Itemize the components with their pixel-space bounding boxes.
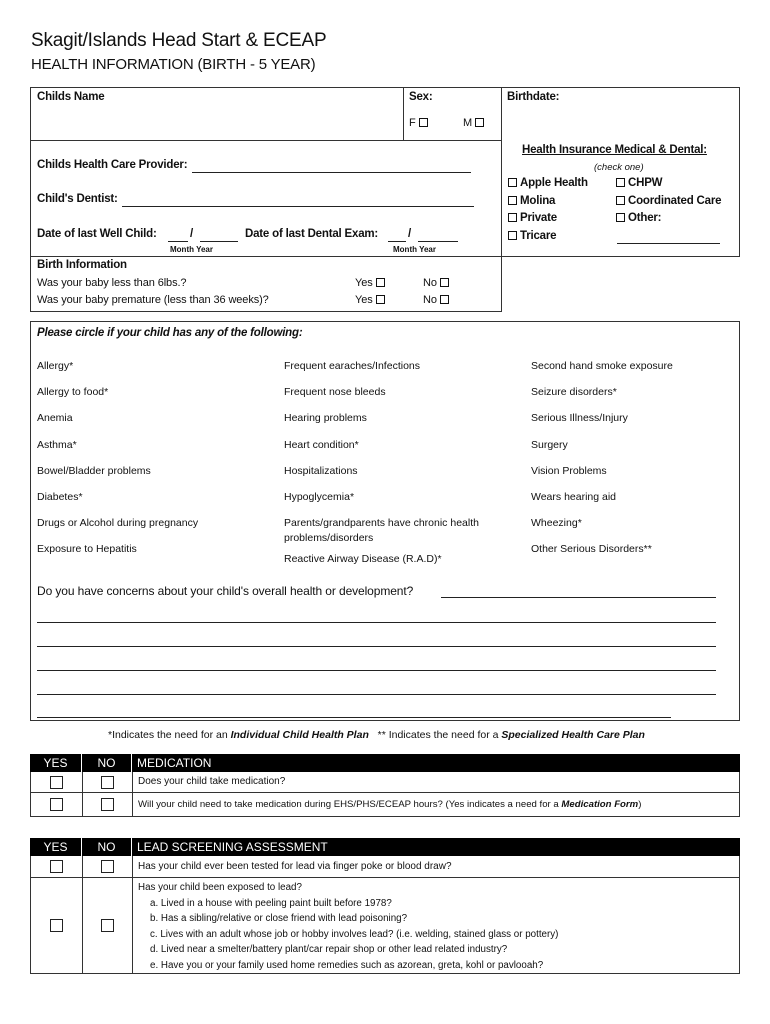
no-header: NO xyxy=(82,754,132,772)
conditions-col2 xyxy=(284,360,514,573)
dental-exam-label: Date of last Dental Exam: xyxy=(245,228,379,240)
conditions-title: Please circle if your child has any of the following: xyxy=(37,327,303,339)
condition-item[interactable]: Frequent earaches/Infections xyxy=(284,360,420,372)
condition-item[interactable]: Asthma* xyxy=(37,438,77,451)
lead-item: b. Has a sibling/relative or close friend with lead poisoning? xyxy=(150,913,408,924)
well-child-year[interactable] xyxy=(200,241,238,242)
birth-q1-yes[interactable]: Yes xyxy=(355,277,388,289)
condition-item[interactable]: Bowel/Bladder problems xyxy=(37,464,151,477)
concerns-line[interactable] xyxy=(37,622,716,623)
condition-item[interactable]: Vision Problems xyxy=(531,464,607,477)
checkbox-icon[interactable] xyxy=(508,196,517,205)
sex-f-option[interactable]: F xyxy=(409,117,431,129)
lead-q1-no-checkbox[interactable] xyxy=(101,860,114,873)
lead-q2-no-checkbox[interactable] xyxy=(101,919,114,932)
medication-header: MEDICATION xyxy=(137,756,212,770)
medication-q2-no-checkbox[interactable] xyxy=(101,798,114,811)
birth-info-title: Birth Information xyxy=(37,259,127,271)
condition-item[interactable]: Frequent nose bleeds xyxy=(284,386,386,399)
concerns-line[interactable] xyxy=(37,670,716,671)
birth-q1: Was your baby less than 6lbs.? xyxy=(37,277,187,289)
lead-q2: Has your child been exposed to lead? xyxy=(138,882,302,893)
condition-item[interactable]: Anemia xyxy=(37,412,73,425)
condition-item[interactable]: Wheezing* xyxy=(531,517,582,530)
dentist-label: Child's Dentist: xyxy=(37,193,118,205)
lead-q1: Has your child ever been tested for lead via finger poke or blood draw? xyxy=(138,861,452,872)
sex-label: Sex: xyxy=(409,91,433,103)
concerns-question: Do you have concerns about your child's overall health or development? xyxy=(37,584,414,598)
conditions-col3 xyxy=(531,360,731,570)
childs-name-field[interactable] xyxy=(37,108,397,136)
condition-item[interactable]: Exposure to Hepatitis xyxy=(37,543,137,556)
condition-item[interactable]: Allergy to food* xyxy=(37,386,109,399)
concerns-line[interactable] xyxy=(441,597,716,598)
birthdate-field[interactable] xyxy=(507,108,735,136)
lead-q2-yes-checkbox[interactable] xyxy=(50,919,63,932)
medication-q2: Will your child need to take medication during EHS/PHS/ECEAP hours? (Yes indicates a need for a Medication Form) xyxy=(138,799,642,810)
birth-q2: Was your baby premature (less than 36 weeks)? xyxy=(37,294,269,306)
medication-q1-yes-checkbox[interactable] xyxy=(50,776,63,789)
condition-item[interactable]: Wears hearing aid xyxy=(531,490,617,503)
condition-item[interactable]: Parents/grandparents have chronic health problems/disorders xyxy=(284,517,479,545)
conditions-col1 xyxy=(37,360,277,570)
condition-item[interactable]: Other Serious Disorders** xyxy=(531,543,652,556)
checkbox-icon[interactable] xyxy=(440,278,449,287)
insurance-option[interactable]: CHPW xyxy=(613,177,738,195)
lead-item: e. Have you or your family used home remedies such as azorean, greta, kohl or pavlooah? xyxy=(150,959,544,971)
well-child-hint: Month Year xyxy=(170,245,213,254)
condition-item[interactable]: Diabetes* xyxy=(37,490,83,503)
footnote: *Indicates the need for an Individual Child Health Plan ** Indicates the need for a Specialized Health Care Plan xyxy=(108,729,645,741)
insurance-option[interactable]: Private xyxy=(508,212,616,230)
insurance-other-field[interactable] xyxy=(617,243,720,244)
condition-item[interactable]: Surgery xyxy=(531,438,568,451)
insurance-option[interactable]: Tricare xyxy=(508,230,616,248)
lead-q2-block xyxy=(133,878,558,973)
lead-item: c. Lives with an adult whose job or hobby involves lead? (i.e. welding, stained glass or pottery) xyxy=(150,928,559,940)
birth-q2-no[interactable]: No xyxy=(423,294,452,306)
medication-q2-yes-checkbox[interactable] xyxy=(50,798,63,811)
medication-table xyxy=(30,754,740,817)
condition-item[interactable]: Drugs or Alcohol during pregnancy xyxy=(37,517,199,530)
checkbox-icon[interactable] xyxy=(508,178,517,187)
lead-header: LEAD SCREENING ASSESSMENT xyxy=(137,840,328,854)
sex-m-option[interactable]: M xyxy=(463,117,487,129)
checkbox-icon[interactable] xyxy=(376,278,385,287)
insurance-option[interactable]: Coordinated Care xyxy=(613,195,738,213)
checkbox-icon[interactable] xyxy=(376,295,385,304)
checkbox-icon[interactable] xyxy=(440,295,449,304)
form-title: Skagit/Islands Head Start & ECEAP xyxy=(31,30,327,51)
insurance-hint: (check one) xyxy=(594,162,644,173)
condition-item[interactable]: Second hand smoke exposure xyxy=(531,360,673,372)
lead-item: d. Lived near a smelter/battery plant/car repair shop or other lead related industry? xyxy=(150,944,508,955)
condition-item[interactable]: Reactive Airway Disease (R.A.D)* xyxy=(284,553,442,566)
concerns-line[interactable] xyxy=(37,646,716,647)
insurance-options-right xyxy=(613,177,738,230)
checkbox-icon[interactable] xyxy=(616,178,625,187)
insurance-option[interactable]: Molina xyxy=(508,195,616,213)
insurance-options-left xyxy=(508,177,616,247)
condition-item[interactable]: Serious Illness/Injury xyxy=(531,412,628,425)
condition-item[interactable]: Allergy* xyxy=(37,360,74,372)
yes-header: YES xyxy=(30,838,82,856)
checkbox-icon[interactable] xyxy=(616,213,625,222)
sex-m-checkbox[interactable] xyxy=(475,118,484,127)
dental-exam-year[interactable] xyxy=(418,241,458,242)
condition-item[interactable]: Seizure disorders* xyxy=(531,386,617,399)
concerns-line[interactable] xyxy=(37,717,671,718)
condition-item[interactable]: Hearing problems xyxy=(284,412,367,425)
sex-f-checkbox[interactable] xyxy=(419,118,428,127)
lead-screening-table xyxy=(30,838,740,974)
insurance-option[interactable]: Apple Health xyxy=(508,177,616,195)
checkbox-icon[interactable] xyxy=(508,231,517,240)
well-child-month[interactable] xyxy=(168,241,188,242)
birth-q1-no[interactable]: No xyxy=(423,277,452,289)
yes-header: YES xyxy=(30,754,82,772)
condition-item[interactable]: Heart condition* xyxy=(284,438,359,451)
condition-item[interactable]: Hospitalizations xyxy=(284,464,358,477)
concerns-line[interactable] xyxy=(37,694,716,695)
well-child-label: Date of last Well Child: xyxy=(37,228,157,240)
provider-label: Childs Health Care Provider: xyxy=(37,159,188,171)
birth-q2-yes[interactable]: Yes xyxy=(355,294,388,306)
medication-q1: Does your child take medication? xyxy=(138,776,286,787)
birthdate-label: Birthdate: xyxy=(507,91,560,103)
provider-field[interactable] xyxy=(192,172,471,173)
dentist-field[interactable] xyxy=(122,206,474,207)
checkbox-icon[interactable] xyxy=(508,213,517,222)
lead-q1-yes-checkbox[interactable] xyxy=(50,860,63,873)
checkbox-icon[interactable] xyxy=(616,196,625,205)
medication-q1-no-checkbox[interactable] xyxy=(101,776,114,789)
condition-item[interactable]: Hypoglycemia* xyxy=(284,490,355,503)
dental-exam-month[interactable] xyxy=(388,241,406,242)
dental-exam-hint: Month Year xyxy=(393,245,436,254)
form-subtitle: HEALTH INFORMATION (BIRTH - 5 YEAR) xyxy=(31,56,316,73)
insurance-option[interactable]: Other: xyxy=(613,212,738,230)
childs-name-label: Childs Name xyxy=(37,91,105,103)
insurance-title: Health Insurance Medical & Dental: xyxy=(522,144,707,156)
no-header: NO xyxy=(82,838,132,856)
lead-item: a. Lived in a house with peeling paint built before 1978? xyxy=(150,897,392,909)
